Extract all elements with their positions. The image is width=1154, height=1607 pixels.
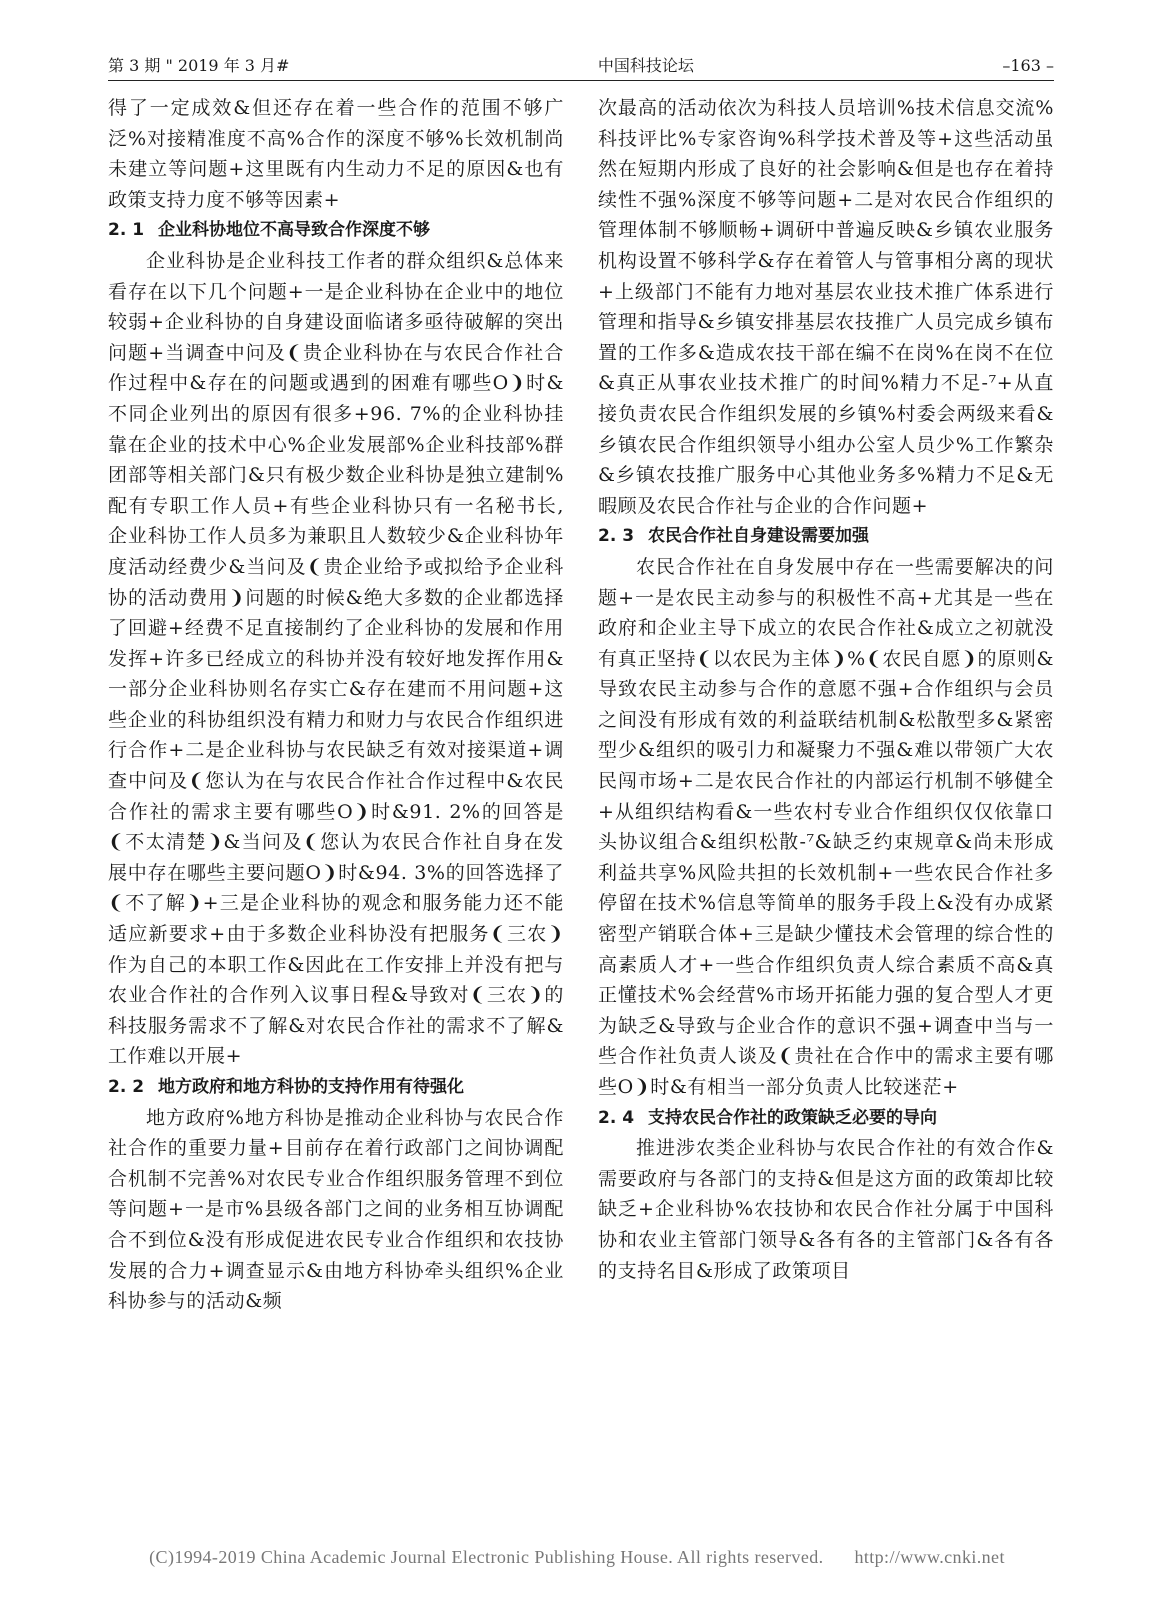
page-footer [0, 1547, 1154, 1568]
section-title: 企业科协地位不高导致合作深度不够 [158, 220, 430, 241]
paragraph-continued: 得了一定成效&但还存在着一些合作的范围不够广泛%对接精准度不高%合作的深度不够%长效机制尚未建立等问题+这里既有内生动力不足的原因&也有政策支持力度不够等因素+ [108, 97, 564, 211]
section-number: 2. 4 [598, 1107, 635, 1128]
paragraph: 推进涉农类企业科协与农民合作社的有效合作&需要政府与各部门的支持&但是这方面的政策却比较缺乏+企业科协%农技协和农民合作社分属于中国科协和农业主管部门领导&各有各的主管部门&各有各的支持名目&形成了政策项目 [598, 1137, 1054, 1282]
paragraph: 农民合作社在自身发展中存在一些需要解决的问题+一是农民主动参与的积极性不高+尤其是一些在政府和企业主导下成立的农民合作社&成立之初就没有真正坚持❨以农民为主体❩%❨农民自愿❩的原则&导致农民主动参与合作的意愿不强+合作组织与会员之间没有形成有效的利益联结机制&松散型多&紧密型少&组织的吸引力和凝聚力不强&难以带领广大农民闯市场+二是农民合作社的内部运行机制不够健全+从组织结构看&一些农村专业合作组织仅仅依靠口头协议组合&组织松散-⁷&缺乏约束规章&尚未形成利益共享%风险共担的长效机制+一些农民合作社多停留在技术%信息等简单的服务手段上&没有办成紧密型产销联合体+三是缺少懂技术会管理的综合性的高素质人才+一些合作组织负责人综合素质不高&真正懂技术%会经营%市场开拓能力强的复合型人才更为缺乏&导致与企业合作的意识不强+调查中当与一些合作社负责人谈及❨贵社在合作中的需求主要有哪些O❩时&有相当一部分负责人比较迷茫+ [598, 555, 1054, 1098]
copyright-notice: (C)1994-2019 China Academic Journal Electronic Publishing House. All rights reserved. [149, 1547, 824, 1567]
running-header [108, 46, 1054, 76]
section-title: 支持农民合作社的政策缺乏必要的导向 [648, 1107, 937, 1128]
section-number: 2. 2 [108, 1077, 145, 1097]
left-column [108, 93, 564, 1317]
footer-url[interactable]: http://www.cnki.net [854, 1547, 1005, 1567]
header-rule [108, 80, 1054, 81]
section-title: 农民合作社自身建设需要加强 [648, 526, 869, 547]
journal-name: 中国科技论坛 [597, 56, 694, 75]
paragraph-continued: 次最高的活动依次为科技人员培训%技术信息交流%科技评比%专家咨询%科学技术普及等+这些活动虽然在短期内形成了良好的社会影响&但是也存在着持续性不强%深度不够等问题+二是对农民合作组织的管理体制不够顺畅+调研中普遍反映&乡镇农业服务机构设置不够科学&存在着管人与管事相分离的现状+上级部门不能有力地对基层农业技术推广体系进行管理和指导&乡镇安排基层农技推广人员完成乡镇布置的工作多&造成农技干部在编不在岗%在岗不在位&真正从事农业技术推广的时间%精力不足-⁷+从直接负责农民合作组织发展的乡镇%村委会两级来看&乡镇农民合作组织领导小组办公室人员少%工作繁杂&乡镇农技推广服务中心其他业务多%精力不足&无暇顾及农民合作社与企业的合作问题+ [598, 97, 1054, 517]
section-heading-2-1 [108, 215, 564, 246]
section-title: 地方政府和地方科协的支持作用有待强化 [158, 1077, 464, 1097]
section-heading-2-2 [108, 1072, 564, 1103]
section-heading-2-4 [598, 1103, 1054, 1134]
paragraph: 地方政府%地方科协是推动企业科协与农民合作社合作的重要力量+目前存在着行政部门之间协调配合机制不完善%对农民专业合作组织服务管理不到位等问题+一是市%县级各部门之间的业务相互协调配合不到位&没有形成促进农民专业合作组织和农技协发展的合力+调查显示&由地方科协牵头组织%企业科协参与的活动&频 [108, 1106, 564, 1313]
right-column [598, 93, 1054, 1286]
paragraph: 企业科协是企业科技工作者的群众组织&总体来看存在以下几个问题+一是企业科协在企业中的地位较弱+企业科协的自身建设面临诸多亟待破解的突出问题+当调查中问及❨贵企业科协在与农民合作社合作过程中&存在的问题或遇到的困难有哪些O❩时&不同企业列出的原因有很多+96. 7%的企业科协挂靠在企业的技术中心%企业发展部%企业科技部%群团部等相关部门&只有极少数企业科协是独立建制%配有专职工作人员+有些企业科协只有一名秘书长, 企业科协工作人员多为兼职且人数较少&企业科协年度活动经费少&当问及❨贵企业给予或拟给予企业科协的活动费用❩问题的时候&绝大多数的企业都选择了回避+经费不足直接制约了企业科协的发展和作用发挥+许多已经成立的科协并没有较好地发挥作用&一部分企业科协则名存实亡&存在建而不用问题+这些企业的科协组织没有精力和财力与农民合作组织进行合作+二是企业科协与农民缺乏有效对接渠道+调查中问及❨您认为在与农民合作社合作过程中&农民合作社的需求主要有哪些O❩时&91. 2%的回答是❨不太清楚❩&当问及❨您认为农民合作社自身在发展中存在哪些主要问题O❩时&94. 3%的回答选择了❨不了解❩+三是企业科协的观念和服务能力还不能适应新要求+由于多数企业科协没有把服务❨三农❩作为自己的本职工作&因此在工作安排上并没有把与农业合作社的合作列入议事日程&导致对❨三农❩的科技服务需求不了解&对农民合作社的需求不了解&工作难以开展+ [108, 249, 564, 1068]
issue-info: 第 3 期 " 2019 年 3 月# [108, 56, 290, 75]
section-number: 2. 3 [598, 526, 635, 547]
section-number: 2. 1 [108, 220, 145, 241]
section-heading-2-3 [598, 521, 1054, 552]
page-number: –163 – [1002, 56, 1054, 75]
